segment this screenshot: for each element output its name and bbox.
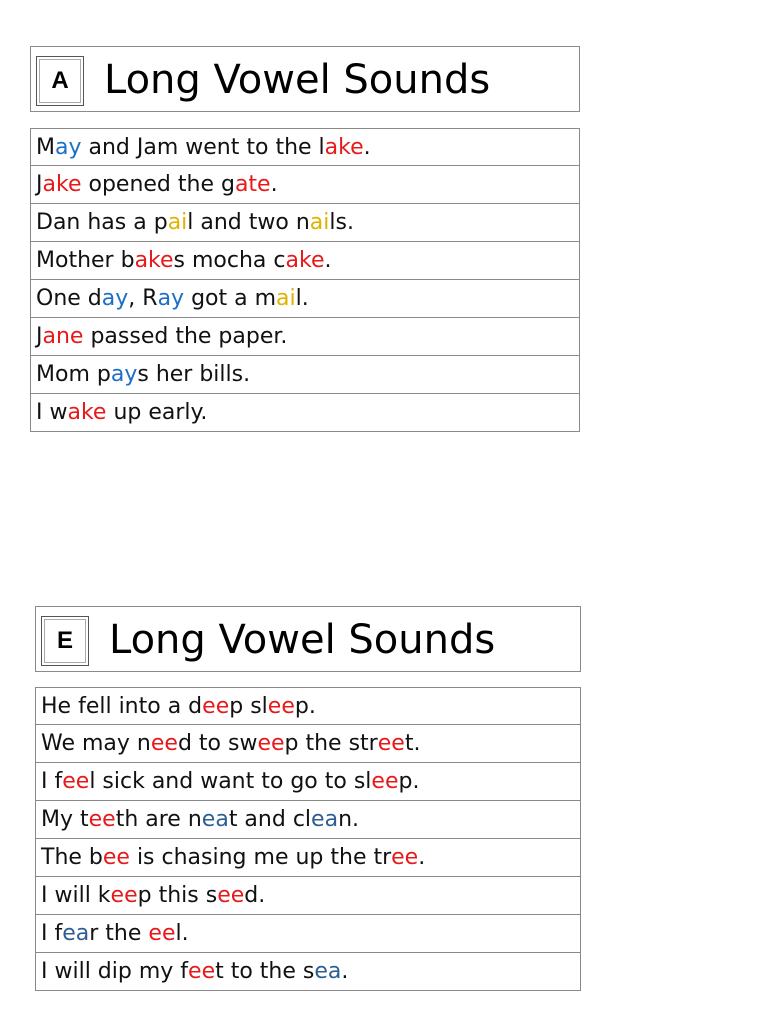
sentence-text: Mother b xyxy=(36,248,135,273)
vowel-team-highlight: ane xyxy=(42,324,84,349)
sentence-text: d. xyxy=(244,883,266,908)
sentence-text: s her bills. xyxy=(137,362,251,387)
sentence-text: . xyxy=(270,172,278,197)
sentence-row xyxy=(30,204,580,242)
vowel-team-highlight: ee xyxy=(150,731,178,756)
vowel-team-highlight: ee xyxy=(110,883,138,908)
sentence-text: d to sw xyxy=(177,731,258,756)
sentence-text: I f xyxy=(41,921,63,946)
sentence-row xyxy=(30,166,580,204)
letter-badge: E xyxy=(41,616,89,666)
letter-badge: A xyxy=(36,56,84,106)
sentence-row xyxy=(30,280,580,318)
sentence-text: He fell into a d xyxy=(41,693,203,719)
vowel-team-highlight: ake xyxy=(134,248,174,273)
vowel-team-highlight: ea xyxy=(62,921,90,946)
vowel-team-highlight: ate xyxy=(234,172,271,197)
vowel-team-highlight: ee xyxy=(257,731,285,756)
vowel-team-highlight: ake xyxy=(285,248,325,273)
sentence-text: t to the s xyxy=(215,959,315,984)
vowel-team-highlight: ee xyxy=(102,845,130,870)
sentence-text: The b xyxy=(41,845,103,870)
sentence-text: J xyxy=(36,172,43,197)
sentence-row xyxy=(35,877,581,915)
vowel-team-highlight: ee xyxy=(371,769,399,794)
sentence-row xyxy=(30,128,580,166)
sentence-text: p this s xyxy=(137,883,218,908)
vowel-team-highlight: ay xyxy=(54,134,82,160)
sentence-text: th are n xyxy=(115,807,202,832)
sentence-row xyxy=(35,953,581,991)
sentence-text: n. xyxy=(338,807,359,832)
vowel-team-highlight: ee xyxy=(217,883,245,908)
sentence-row xyxy=(35,763,581,801)
sentence-row xyxy=(35,915,581,953)
sentence-text: I f xyxy=(41,769,63,794)
vowel-team-highlight: ee xyxy=(88,807,116,832)
sentence-text: I will k xyxy=(41,883,111,908)
sentence-row xyxy=(35,801,581,839)
sentence-text: l and two n xyxy=(187,210,310,235)
vowel-team-highlight: ake xyxy=(42,172,82,197)
sentence-text: I will dip my f xyxy=(41,959,189,984)
sentence-text: J xyxy=(36,324,43,349)
vowel-team-highlight: ai xyxy=(276,286,296,311)
sentence-row xyxy=(30,242,580,280)
sentence-text: opened the g xyxy=(81,172,235,197)
vowel-team-highlight: ea xyxy=(201,807,229,832)
sentence-text: We may n xyxy=(41,731,151,756)
sentence-text: got a m xyxy=(184,286,277,311)
sentence-row xyxy=(35,839,581,877)
sentence-text: Mom p xyxy=(36,362,111,387)
sentence-text: . xyxy=(324,248,332,273)
sentence-text: p. xyxy=(398,769,420,794)
vowel-team-highlight: ay xyxy=(110,362,138,387)
sentence-text: . xyxy=(418,845,426,870)
vowel-team-highlight: ee xyxy=(188,959,216,984)
sentence-text: t and cl xyxy=(228,807,312,832)
sentence-text: l. xyxy=(295,286,309,311)
sentence-text: . xyxy=(363,134,371,160)
sentence-text: . xyxy=(341,959,349,984)
vowel-team-highlight: ea xyxy=(314,959,342,984)
sentence-text: and Jam went to the l xyxy=(81,134,325,160)
vowel-team-highlight: ake xyxy=(324,134,364,160)
vowel-team-highlight: ee xyxy=(377,731,405,756)
vowel-team-highlight: ee xyxy=(391,845,419,870)
card-title: Long Vowel Sounds xyxy=(104,57,491,103)
sentence-text: t. xyxy=(404,731,421,756)
sentence-text: One d xyxy=(36,286,102,311)
vowel-team-highlight: ai xyxy=(309,210,330,235)
sentence-text: p sl xyxy=(229,693,268,719)
sentence-text: l. xyxy=(175,921,189,946)
vowel-team-highlight: ai xyxy=(167,210,188,235)
sentence-row xyxy=(30,394,580,432)
sentence-row xyxy=(35,725,581,763)
sentence-text: up early. xyxy=(106,400,208,425)
sentence-text: s mocha c xyxy=(173,248,286,273)
sentence-row xyxy=(30,318,580,356)
sentence-text: M xyxy=(36,134,55,160)
sentence-text: p. xyxy=(294,693,316,719)
vowel-team-highlight: ee xyxy=(202,693,230,719)
sentence-row xyxy=(35,687,581,725)
sentence-text: is chasing me up the tr xyxy=(129,845,392,870)
sentence-text: r the xyxy=(89,921,149,946)
vowel-team-highlight: ee xyxy=(267,693,295,719)
sentence-text: l sick and want to go to sl xyxy=(89,769,372,794)
sentence-text: I w xyxy=(36,400,68,425)
vowel-team-highlight: ea xyxy=(311,807,339,832)
sentence-text: , R xyxy=(128,286,158,311)
vowel-team-highlight: ay xyxy=(101,286,129,311)
sentence-row xyxy=(30,356,580,394)
sentence-list xyxy=(35,687,581,991)
vowel-team-highlight: ee xyxy=(148,921,176,946)
sentence-text: passed the paper. xyxy=(83,324,288,349)
vowel-team-highlight: ay xyxy=(157,286,185,311)
sentence-text: Dan has a p xyxy=(36,210,168,235)
sentence-text: p the str xyxy=(284,731,378,756)
sentence-text: My t xyxy=(41,807,89,832)
vowel-team-highlight: ee xyxy=(62,769,90,794)
vowel-team-highlight: ake xyxy=(67,400,107,425)
sentence-text: ls. xyxy=(329,210,354,235)
card-title: Long Vowel Sounds xyxy=(109,617,496,663)
sentence-list xyxy=(30,128,580,432)
